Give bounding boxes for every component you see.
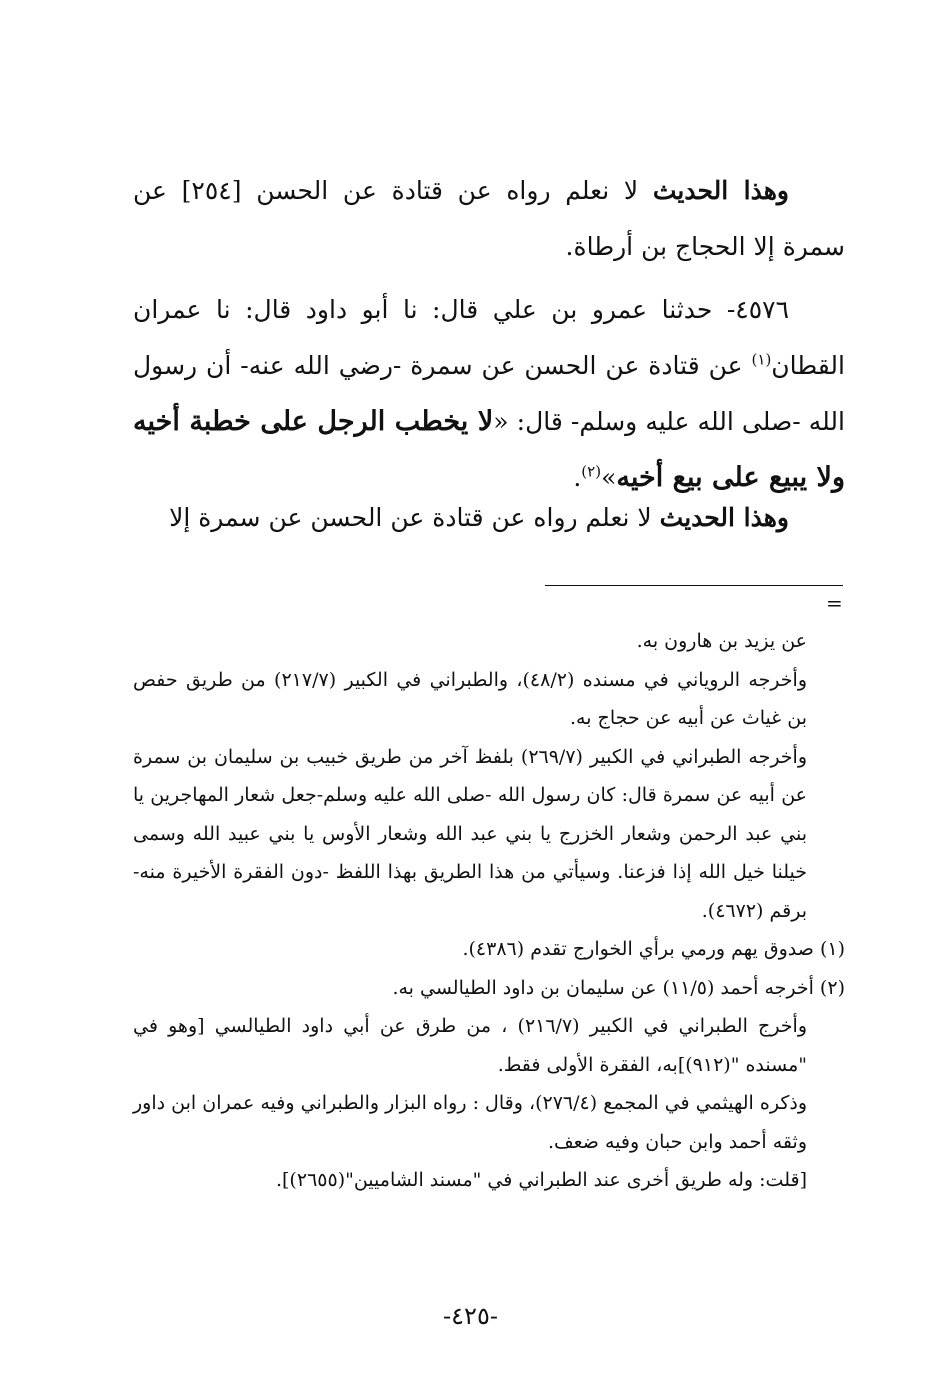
footnote-2-line: وأخرج الطبراني في الكبير (٢١٦/٧) ، من طرق عن أبي داود الطيالسي [وهو في "مسنده "(٩١٢)]به، الفقرة الأولى فقط. xyxy=(133,1015,807,1076)
main-paragraph-3 xyxy=(133,490,845,546)
hadith-text: لا يخطب الرجل على خطبة أخيه ولا يبيع على بيع أخيه xyxy=(133,406,845,493)
continuation-mark: = xyxy=(826,591,843,615)
footnote-divider xyxy=(545,585,843,586)
hadith-chain-middle: عن قتادة عن الحسن عن سمرة -رضي الله عنه- أن رسول الله -صلى الله عليه وسلم- قال: « xyxy=(133,351,845,436)
quote-close: » xyxy=(601,463,617,492)
paragraph-text: لا نعلم رواه عن قتادة عن الحسن عن سمرة إلا xyxy=(169,503,652,532)
paragraph-text: لا نعلم رواه عن قتادة عن الحسن [٢٥٤] عن سمرة إلا الحجاج بن أرطاة. xyxy=(133,176,845,261)
footnote-2-line: وذكره الهيثمي في المجمع (٢٧٦/٤)، وقال : رواه البزار والطبراني وفيه عمران ابن داور وثقه أحمد وابن حبان وفيه ضعف. xyxy=(133,1092,807,1153)
hadith-chain-start: ٤٥٧٦- حدثنا عمرو بن علي قال: نا أبو داود قال: نا عمران القطان xyxy=(133,295,845,380)
main-paragraph-2 xyxy=(133,282,845,506)
footnote-2-line: [قلت: وله طريق أخرى عند الطبراني في "مسند الشاميين"(٢٦٥٥)]. xyxy=(275,1169,807,1191)
footnote-continuation-line: عن يزيد بن هارون به. xyxy=(636,630,807,652)
footnote-ref-1: (١) xyxy=(751,350,772,369)
bold-phrase: وهذا الحديث xyxy=(652,176,789,205)
main-paragraph-1 xyxy=(133,163,845,275)
footnote-1: (١) صدوق يهم ورمي برأي الخوارج تقدم (٤٣٨٦). xyxy=(462,938,845,960)
footnote-continuation-line: وأخرجه الطبراني في الكبير (٢٦٩/٧) بلفظ آخر من طريق خبيب بن سليمان بن سمرة عن أبيه عن سمرة قال: كان رسول الله -صلى الله عليه وسلم-جعل شعار المهاجرين يا بني عبد الرحمن وشعار الخزرج يا بني عبد الله وشعار الأوس يا بني عبيد الله وسمى خيلنا خيل الله إذا فزعنا. وسيأتي من هذا الطريق بهذا اللفظ -دون الفقرة الأخيرة منه- برقم (٤٦٧٢). xyxy=(133,745,808,922)
period: . xyxy=(573,463,582,492)
footnote-2: (٢) أخرجه أحمد (١١/٥) عن سليمان بن داود الطيالسي به. xyxy=(392,976,845,999)
page-number: -٤٢٥- xyxy=(443,1302,498,1330)
bold-phrase: وهذا الحديث xyxy=(659,503,789,532)
footnote-ref-2: (٢) xyxy=(581,462,602,481)
footnotes xyxy=(133,622,845,1200)
footnote-continuation-line: وأخرجه الروياني في مسنده (٤٨/٢)، والطبراني في الكبير (٢١٧/٧) من طريق حفص بن غياث عن أبيه عن حجاج به. xyxy=(133,668,807,729)
